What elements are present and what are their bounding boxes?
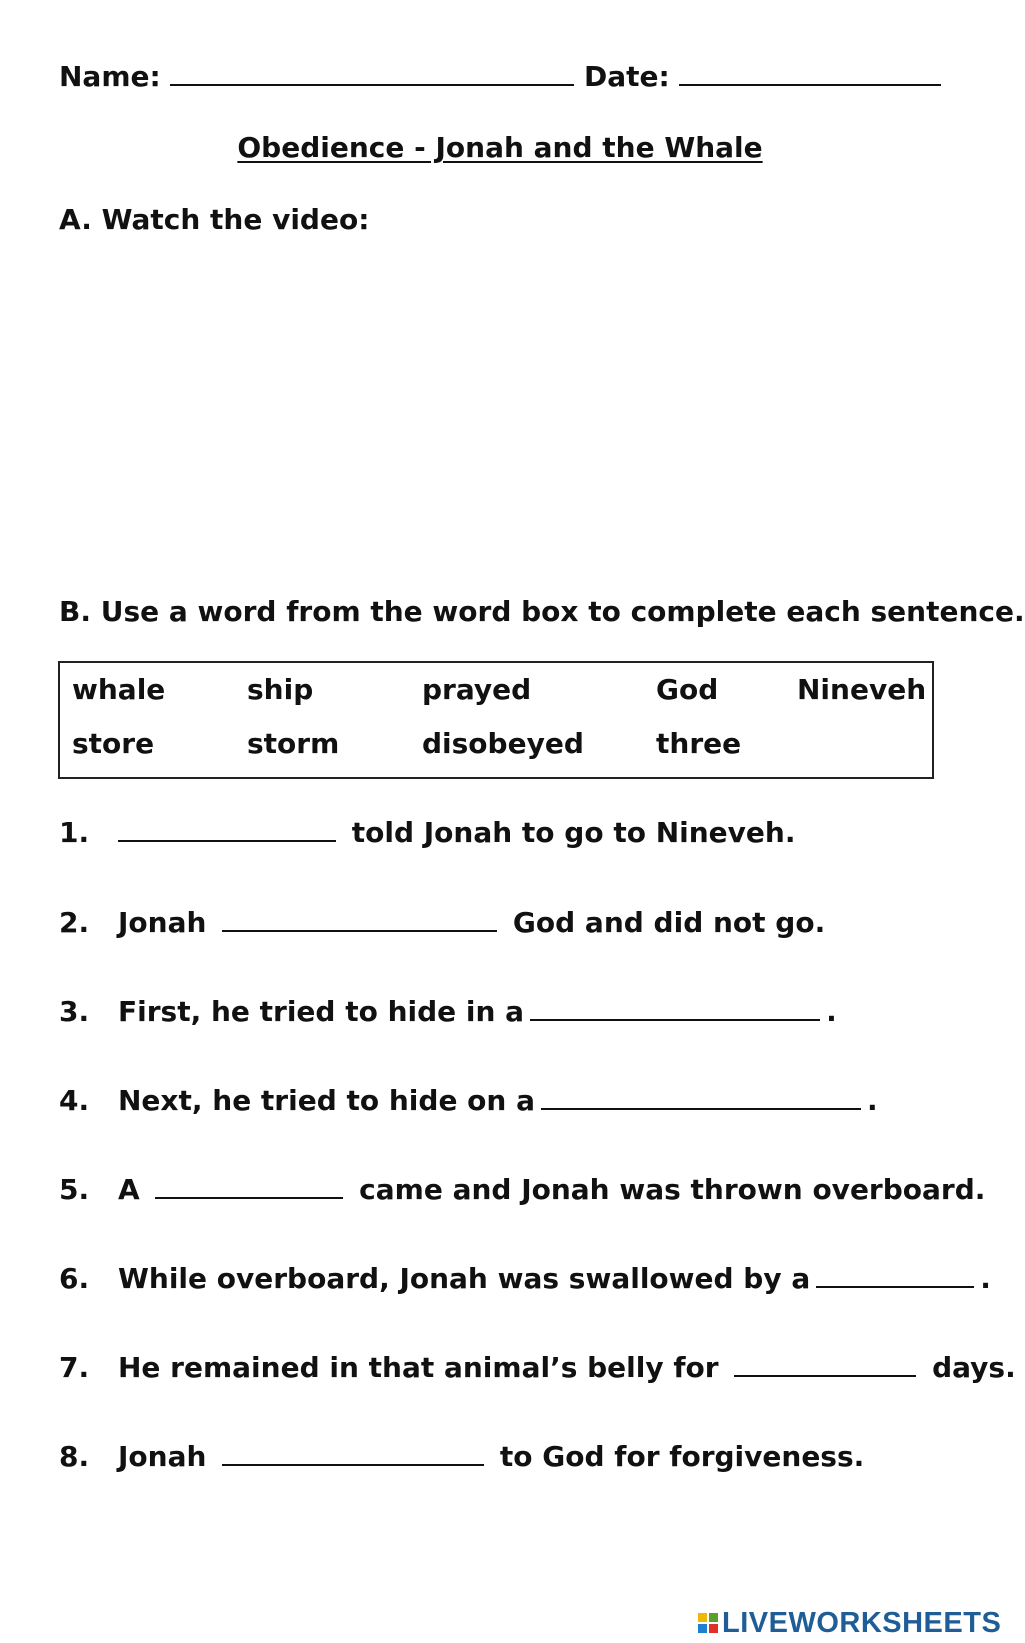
answer-blank-6[interactable] (816, 1264, 974, 1288)
date-label: Date: (584, 60, 670, 93)
answer-blank-1[interactable] (118, 818, 336, 842)
word-box-item: ship (247, 673, 314, 706)
name-field[interactable] (170, 60, 574, 86)
video-area[interactable] (59, 255, 939, 565)
question-text-before: Jonah (118, 906, 207, 939)
date-field[interactable] (679, 60, 941, 86)
word-box-item: storm (247, 727, 340, 760)
logo-square (709, 1613, 718, 1622)
logo-square (709, 1624, 718, 1633)
question-number: 2. (59, 906, 90, 939)
brand-name: LIVEWORKSHEETS (722, 1606, 1002, 1639)
question-number: 4. (59, 1084, 90, 1117)
question-text-before: He remained in that animal’s belly for (118, 1351, 719, 1384)
question-text-after: to God for forgiveness. (499, 1440, 865, 1473)
word-box-item: disobeyed (422, 727, 584, 760)
answer-blank-8[interactable] (222, 1442, 484, 1466)
question-number: 7. (59, 1351, 90, 1384)
question-3 (118, 995, 837, 1028)
question-5 (118, 1173, 985, 1206)
logo-square (698, 1613, 707, 1622)
question-text-before: While overboard, Jonah was swallowed by a (118, 1262, 811, 1295)
word-box-item: Nineveh (797, 673, 927, 706)
question-number: 5. (59, 1173, 90, 1206)
question-text-after: God and did not go. (512, 906, 826, 939)
word-box (58, 661, 934, 779)
question-text-after: told Jonah to go to Nineveh. (351, 816, 796, 849)
question-text-after: . (867, 1084, 878, 1117)
question-number: 8. (59, 1440, 90, 1473)
question-number: 1. (59, 816, 90, 849)
answer-blank-5[interactable] (155, 1175, 343, 1199)
word-box-item: whale (72, 673, 166, 706)
question-text-before: First, he tried to hide in a (118, 995, 525, 1028)
name-label: Name: (59, 60, 161, 93)
question-2 (118, 906, 825, 939)
date-row (584, 60, 941, 93)
name-row (59, 60, 574, 93)
question-6 (118, 1262, 991, 1295)
question-4 (118, 1084, 878, 1117)
question-text-after: came and Jonah was thrown overboard. (359, 1173, 986, 1206)
worksheet-title: Obedience - Jonah and the Whale (237, 131, 763, 164)
question-number: 6. (59, 1262, 90, 1295)
answer-blank-3[interactable] (530, 997, 820, 1021)
word-box-item: three (656, 727, 742, 760)
question-text-after: days. (932, 1351, 1016, 1384)
question-text-before: Jonah (118, 1440, 207, 1473)
question-text-before: Next, he tried to hide on a (118, 1084, 535, 1117)
question-text-after: . (826, 995, 837, 1028)
question-7 (118, 1351, 1016, 1384)
logo-square (698, 1624, 707, 1633)
question-1 (118, 816, 795, 849)
liveworksheets-logo (698, 1608, 1001, 1638)
section-b-heading: B. Use a word from the word box to complete each sentence. (59, 595, 1025, 628)
question-number: 3. (59, 995, 90, 1028)
answer-blank-4[interactable] (541, 1086, 861, 1110)
word-box-item: store (72, 727, 155, 760)
question-8 (118, 1440, 864, 1473)
answer-blank-7[interactable] (734, 1353, 916, 1377)
question-text-after: . (980, 1262, 991, 1295)
word-box-item: prayed (422, 673, 532, 706)
section-a-heading: A. Watch the video: (59, 203, 370, 236)
logo-grid-icon (698, 1613, 718, 1633)
question-text-before: A (118, 1173, 140, 1206)
answer-blank-2[interactable] (222, 908, 497, 932)
word-box-item: God (656, 673, 719, 706)
